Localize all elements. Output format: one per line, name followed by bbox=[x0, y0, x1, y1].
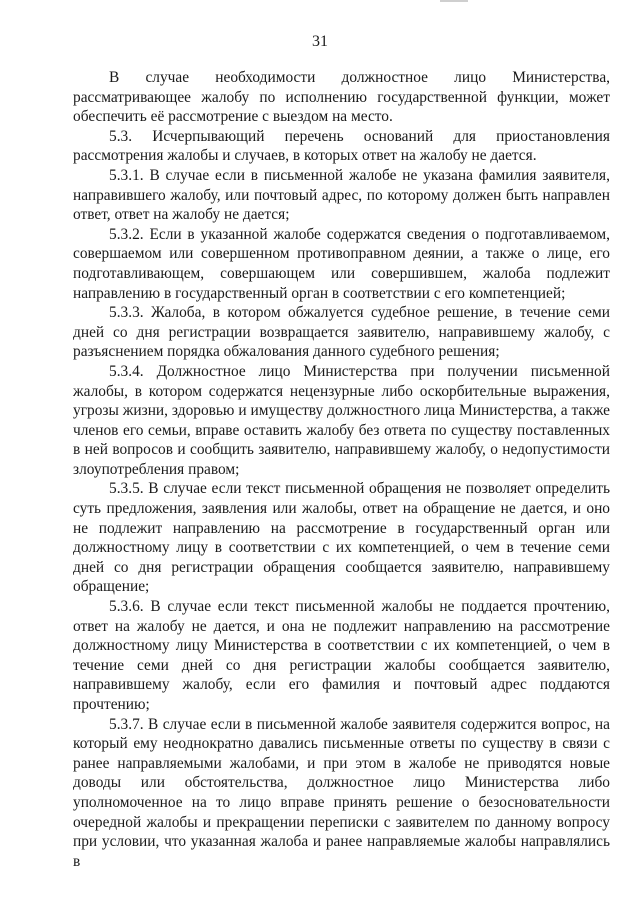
paragraph-on-site-review: В случае необходимости должностное лицо Министерства, рассматривающее жалобу по исполнению государственной функции, может обеспечить её рассмотрение с выездом на место. bbox=[73, 69, 610, 126]
paragraph-5-3-5: 5.3.5. В случае если текст письменной обращения не позволяет определить суть предложения, заявления или жалобы, ответ на обращение не дается, и оно не подлежит направлению на рассмотрение в государственный орган или должностному лицу в соответствии с их компетенцией, о чем в течение семи дней со дня регистрации обращения сообщается заявителю, направившему обращение; bbox=[73, 480, 610, 596]
paragraph-5-3-2: 5.3.2. Если в указанной жалобе содержатся сведения о подготавливаемом, совершаемом или совершенном противоправном деянии, а также о лице, его подготавливающем, совершающем или совершившем, жалоба подлежит направлению в государственный орган в соответствии с его компетенцией; bbox=[73, 225, 610, 302]
document-body bbox=[73, 68, 610, 871]
paragraph-5-3-1: 5.3.1. В случае если в письменной жалобе не указана фамилия заявителя, направившего жалобу, или почтовый адрес, по которому должен быть направлен ответ, ответ на жалобу не дается; bbox=[73, 166, 610, 224]
paragraph-5-3-4: 5.3.4. Должностное лицо Министерства при получении письменной жалобы, в котором содержатся нецензурные либо оскорбительные выражения, угрозы жизни, здоровью и имуществу должностного лица Министерства, а также членов его семьи, вправе оставить жалобу без ответа по существу поставленных в ней вопросов и сообщить заявителю, направившему жалобу, о недопустимости злоупотребления правом; bbox=[73, 362, 610, 478]
scan-edge-mark bbox=[440, 0, 468, 2]
paragraph-5-3-7: 5.3.7. В случае если в письменной жалобе заявителя содержится вопрос, на который ему неоднократно давались письменные ответы по существу в связи с ранее направляемыми жалобами, и при этом в жалобе не приводятся новые доводы или обстоятельства, должностное лицо Министерства либо уполномоченное на то лицо вправе принять решение о безосновательности очередной жалобы и прекращении переписки с заявителем по данному вопросу при условии, что указанная жалоба и ранее направляемые жалобы направлялись в bbox=[73, 715, 610, 870]
page-number: 31 bbox=[312, 33, 328, 50]
paragraph-5-3-6: 5.3.6. В случае если текст письменной жалобы не поддается прочтению, ответ на жалобу не дается, и она не подлежит направлению на рассмотрение должностному лицу Министерства в соответствии с их компетенцией, о чем в течение семи дней со дня регистрации жалобы сообщается заявителю, направившему жалобу, если его фамилия и почтовый адрес поддаются прочтению; bbox=[73, 598, 610, 713]
paragraph-5-3: 5.3. Исчерпывающий перечень оснований для приостановления рассмотрения жалобы и случаев, в которых ответ на жалобу не дается. bbox=[73, 127, 610, 165]
paragraph-5-3-3: 5.3.3. Жалоба, в котором обжалуется судебное решение, в течение семи дней со дня регистрации возвращается заявителю, направившему жалобу, с разъяснением порядка обжалования данного судебного решения; bbox=[73, 304, 610, 361]
